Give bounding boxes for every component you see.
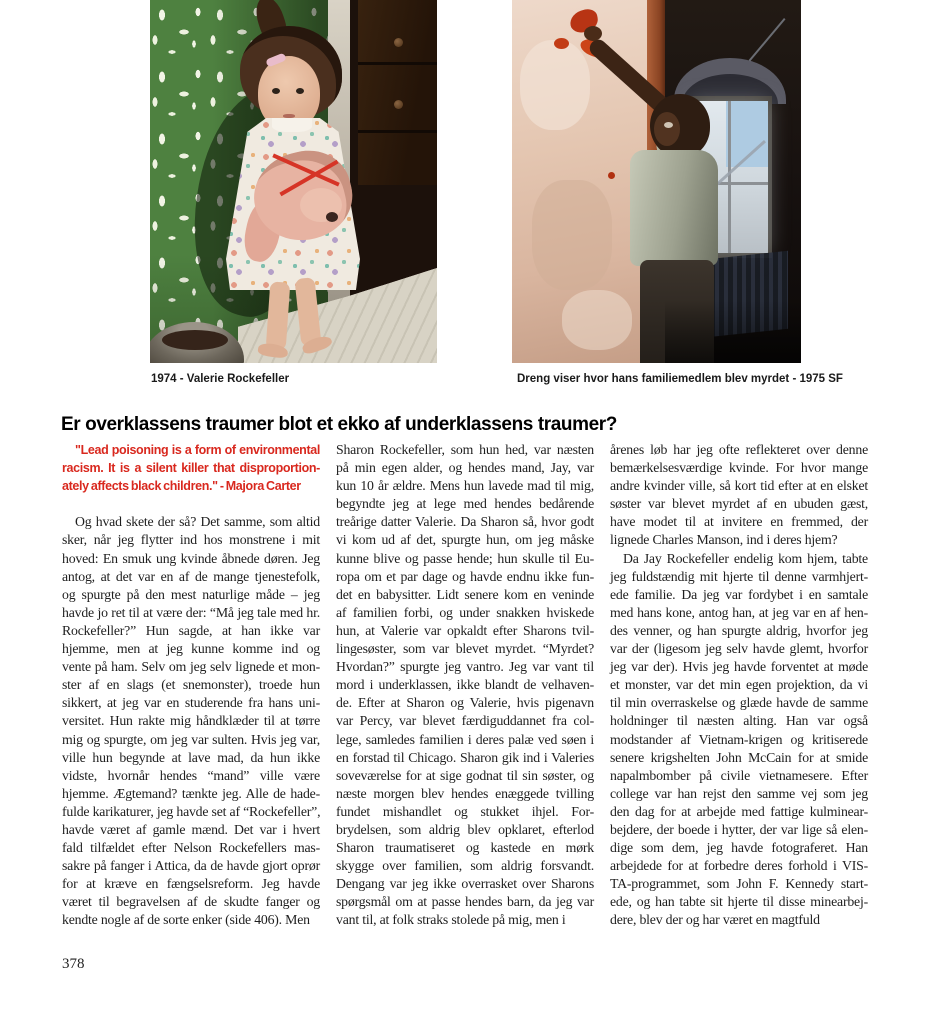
text-line: have modet til at invitere en fremmed, der — [610, 514, 868, 530]
text-line: des venner, og han spurgte aldrig, hvorfor jeg — [610, 622, 868, 638]
text-line: på min egen alder, og hendes mand, Jay, var — [336, 460, 594, 476]
drawer-divider — [358, 62, 437, 65]
text-line: ville hun begynde at lave mad, da hun ikke — [62, 749, 320, 765]
text-line: og spurgte på den mest naturlige måde – jeg — [62, 586, 320, 602]
text-line: ede, og han tabte sit hjerte til disse minearbej- — [610, 894, 868, 910]
text-line: versitet. Hun rakte mig håndklæder til at tørre — [62, 713, 320, 729]
pull-quote — [62, 441, 320, 495]
metal-pot-interior — [162, 330, 228, 350]
text-line: antog, at det var en af de mange tjenestefolk, — [62, 568, 320, 584]
text-line: ede familie. Da jeg var fordybet i en samtale — [610, 586, 868, 602]
text-line: skygge over familien, som aldrig forsvandt. — [336, 858, 594, 874]
blood-mark — [554, 38, 569, 49]
text-line: jeg var der). Hvis jeg havde forventet at møde — [610, 659, 868, 675]
wall-patch — [532, 180, 612, 290]
text-line: kunne blive og passe hende; hun skulle til Eu- — [336, 550, 594, 566]
text-line: ropa om et par dage og havde endnu ikke fun- — [336, 568, 594, 584]
text-line: Da Jay Rockefeller endelig kom hjem, tabte — [623, 550, 868, 566]
text-line: vant til, at folk straks stolede på mig, men i — [336, 912, 566, 928]
text-line: begyndte jeg at lege med hendes bedårende — [336, 496, 594, 512]
dresser — [358, 0, 437, 185]
text-line: TA-programmet, som John F. Kennedy start- — [610, 876, 868, 892]
boy-face-highlight — [654, 112, 680, 146]
text-column-2 — [336, 441, 594, 930]
text-line: senere krigshelten John McCain for at smide — [610, 749, 868, 765]
paragraph — [610, 550, 868, 930]
paragraph — [610, 441, 868, 550]
photo-boy-hallway — [512, 0, 801, 363]
text-line: jeg fuldstændig mit hjerte til denne varmhjert- — [610, 568, 868, 584]
text-line: hoved: En smuk ung kvinde åbnede døren. Jeg — [62, 550, 320, 566]
dress-collar — [272, 118, 312, 132]
text-line: hjemme, men at jeg kunne komme ind og — [62, 641, 320, 657]
text-line: Sharon traumatiseret og kastede en mørk — [336, 840, 594, 856]
text-line: til min overraskelse og glæde havde de samme — [610, 695, 868, 711]
text-line: sakre på fanger i Attica, da de havde gjort oprør — [62, 858, 320, 874]
text-line: vidste, hvornår hendes “mand” ville være — [62, 767, 320, 783]
text-line: bemærkelsesværdige kvinde. For hvor mange — [610, 460, 868, 476]
text-line: Sharon Rockefeller, som hun hed, var næsten — [336, 442, 594, 457]
text-line: søster var blevet myrdet af en ubuden gæst, — [610, 496, 868, 512]
boy-eye — [664, 122, 673, 128]
text-line: lignede Charles Manson, ind i deres hjem? — [610, 532, 838, 548]
text-line: ately affects black children." - Majora Carter — [62, 479, 301, 494]
text-line: Og hvad skete der så? Det samme, som altid — [75, 514, 320, 530]
text-line: med hans kone, antog han, at jeg var en af hen- — [610, 604, 868, 620]
text-line: "Lead poisoning is a form of environmental — [75, 443, 320, 457]
text-line: soveværelse for at sige godnat til sin søster, og — [336, 767, 594, 783]
text-line: fundet mishandlet og stukket ihjel. For- — [336, 803, 594, 819]
text-line: hun, at Valerie var opkaldt efter Sharons tvil- — [336, 622, 594, 638]
page-number: 378 — [62, 956, 85, 972]
text-column-3 — [610, 441, 868, 930]
text-line: brydelsen, som aldrig blev opklaret, efterlod — [336, 821, 594, 837]
text-line: holdninger til næsten alting. Han var også — [610, 713, 868, 729]
text-line: årenes løb har jeg ofte reflekteret over denne — [610, 442, 868, 457]
text-line: college var han rejst den samme vej som jeg — [610, 785, 868, 801]
wall-patch — [562, 290, 632, 350]
girl-eye — [272, 88, 280, 94]
left-photo-caption: 1974 - Valerie Rockefeller — [151, 373, 290, 385]
text-line: modstander af Vietnam-krigen og kritiserede — [610, 731, 868, 747]
text-line: mord i underklassen, ikke blandt de velhaven- — [336, 677, 594, 693]
text-line: af familien forbi, og under snakken hviskede — [336, 604, 594, 620]
text-line: det en babysitter. Lidt senere kom en veninde — [336, 586, 594, 602]
text-line: spørgsmål om at passe hendes barn, da jeg var — [336, 894, 594, 910]
stuffed-animal-nose — [326, 212, 338, 222]
text-line: Dengang var jeg ikke overrasket over Sharons — [336, 876, 594, 892]
drawer-knob — [394, 38, 403, 47]
drawer-divider — [358, 130, 437, 133]
text-line: var Percy, var blevet færdiguddannet fra col- — [336, 713, 594, 729]
text-line: kendte nogle af de sorte enker (side 406). Men — [62, 912, 310, 928]
text-line: havde jo ret til at være der: “Må jeg tale med hr. — [62, 604, 320, 620]
text-line: napalmbomber på civile vietnamesere. Efter — [610, 767, 868, 783]
text-line: været til begravelsen af de skudte fanger og — [62, 894, 320, 910]
paragraph — [336, 441, 594, 930]
text-line: fald tilfældet efter Nelson Rockefellers mas- — [62, 840, 320, 856]
text-line: sikkert, at jeg var en studerende fra hans uni- — [62, 695, 320, 711]
article-headline: Er overklassens traumer blot et ekko af underklassens traumer? — [61, 413, 617, 435]
text-line: lingesøster, som var blevet myrdet. “Myrdet? — [336, 641, 594, 657]
text-line: kun 10 år ældre. Mens hun lavede mad til mig, — [336, 478, 594, 494]
text-line: den dag for at arbejde med fattige kulminear- — [610, 803, 868, 819]
right-photo-caption: Dreng viser hvor hans familiemedlem blev myrdet - 1975 SF — [517, 373, 843, 385]
text-line: lege, samledes familien i deres palæ ved søen i — [336, 731, 594, 747]
text-column-1 — [62, 441, 320, 930]
window-mullion — [728, 101, 731, 253]
text-line: de. Efter at Sharon og Valerie, hvis pigenavn — [336, 695, 594, 711]
text-line: ster af en slags (et snemonster), troede hun — [62, 677, 320, 693]
text-line: fulde karikaturer, jeg havde set af “Rockefeller”, — [62, 803, 321, 819]
text-line: racism. It is a silent killer that disproportion- — [62, 461, 320, 476]
paragraph — [62, 513, 320, 929]
text-line: vi kom ud af det, spurgte hun, om jeg måske — [336, 532, 594, 548]
text-line: vente på ham. Selv om jeg selv lignede et mon- — [62, 659, 320, 675]
girl-eye — [296, 88, 304, 94]
text-line: treårige datter Valerie. Da Sharon så, hvor godt — [336, 514, 594, 530]
boy-shirt — [630, 150, 718, 266]
text-line: bejdere, der boede i hytter, der var lige så elen- — [610, 821, 868, 837]
text-line: sker, når jeg flytter ind hos monstrene i mit — [62, 532, 320, 548]
text-line: hjemme. Ægtemand? tænkte jeg. Alle de hade- — [62, 785, 320, 801]
text-line: andre kvinder ville, så kort tid efter at en elsket — [610, 478, 868, 494]
text-line: mig og spurgte, om jeg var sulten. Hvis jeg var, — [62, 731, 320, 747]
text-line: for at kræve en fængselsreform. Jeg havde — [62, 876, 320, 892]
text-line: havde været af gamle mænd. Det var i hvert — [62, 821, 320, 837]
text-line: næste morgen blev hendes enæggede tvilling — [336, 785, 594, 801]
text-line: Hvordan?” spurgte jeg vantro. Jeg var vant til — [336, 659, 594, 675]
text-line: Rockefeller?” Hun sagde, at han ikke var — [62, 622, 320, 638]
text-line: var der (ligesom jeg selv havde glemt, hvorfor — [610, 641, 868, 657]
photo-valerie-rockefeller — [150, 0, 437, 363]
text-line: dere, blev der og har været en magtfuld — [610, 912, 820, 928]
wall-patch — [520, 40, 590, 130]
boy-hand — [584, 26, 602, 41]
drawer-knob — [394, 100, 403, 109]
text-line: en forstad til Chicago. Sharon gik ind i Valeries — [336, 749, 594, 765]
blood-drip — [608, 172, 615, 179]
text-line: arbejdede for at forbedre deres forhold i VIS- — [610, 858, 868, 874]
text-line: dige som dem, jeg havde fotograferet. Han — [610, 840, 868, 856]
hallway-floor-shadow — [665, 300, 801, 363]
text-line: et monster, var det min egen projektion, da vi — [610, 677, 868, 693]
